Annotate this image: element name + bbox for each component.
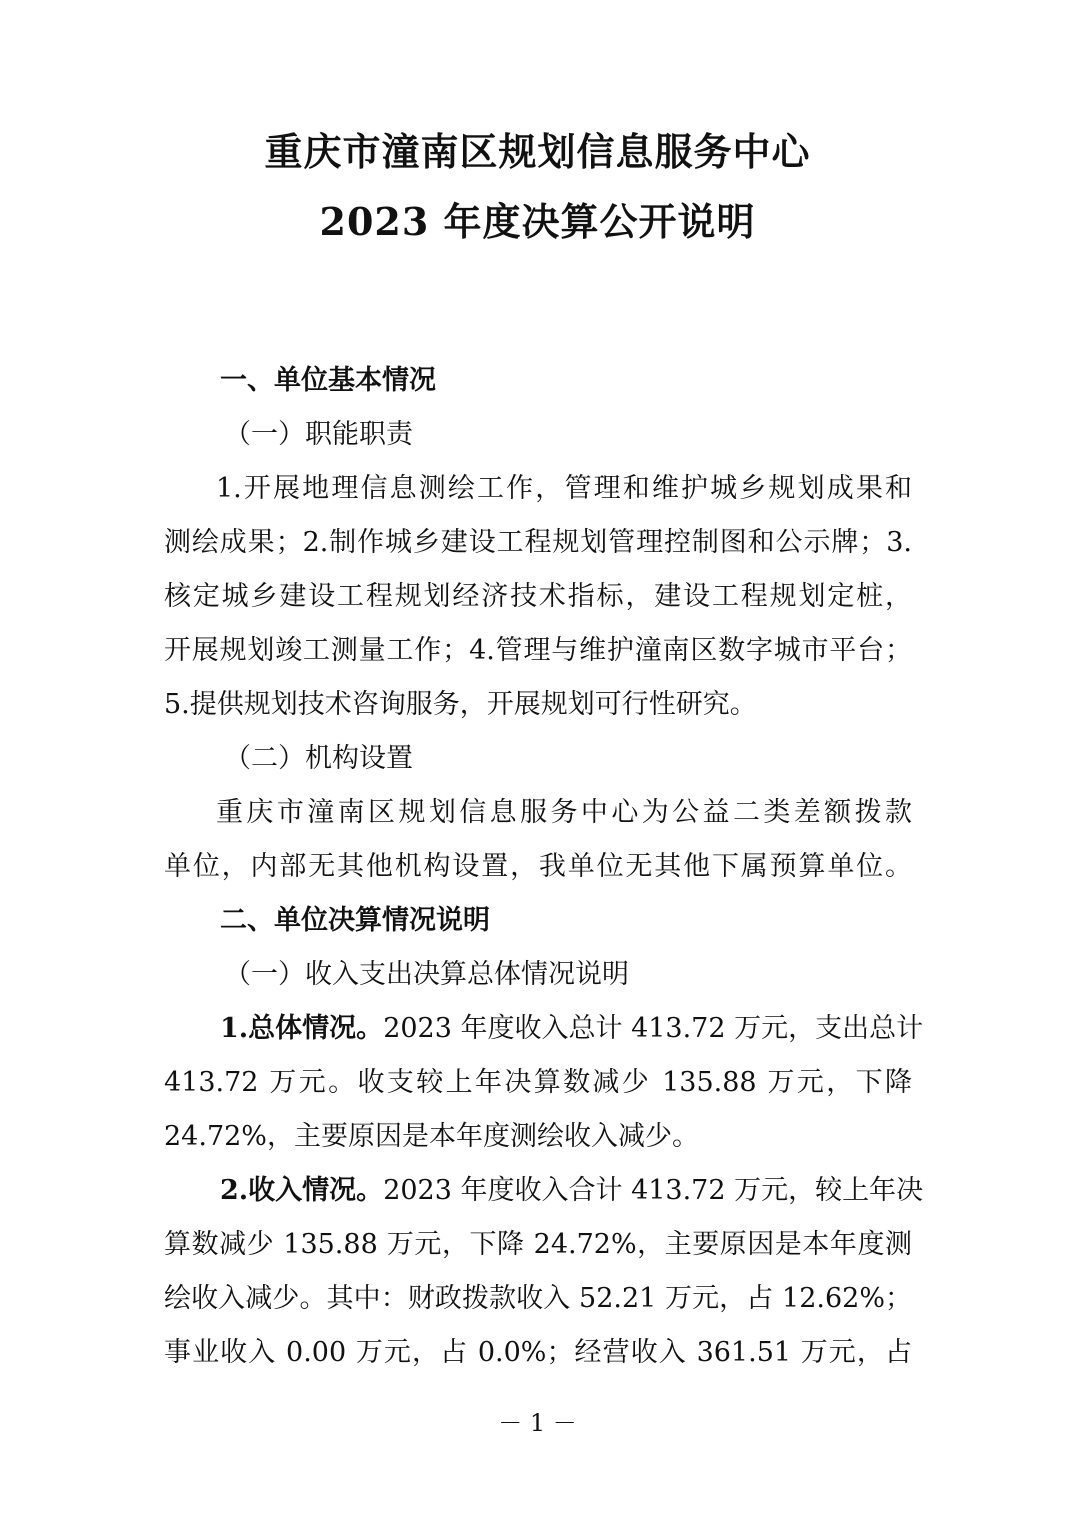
paragraph-line [164,1002,924,1056]
paragraph-line: 单位，内部无其他机构设置，我单位无其他下属预算单位。 [164,851,912,882]
page-number: － 1 － [498,1409,577,1437]
section1-sub1-heading: （一）职能职责 [224,419,413,450]
document-title-line1: 重庆市潼南区规划信息服务中心 [264,129,811,174]
paragraph-line: 413.72 万元。收支较上年决算数减少 135.88 万元，下降 [164,1067,912,1098]
paragraph-text: 2023 年度收入合计 413.72 万元，较上年决 [383,1175,924,1206]
paragraph-line: 24.72%，主要原因是本年度测绘收入减少。 [164,1121,699,1152]
paragraph-line: 5.提供规划技术咨询服务，开展规划可行性研究。 [164,689,757,720]
document-title-line2: 2023 年度决算公开说明 [319,199,756,244]
paragraph-lead: 2.收入情况。 [220,1175,384,1206]
paragraph-line: 算数减少 135.88 万元，下降 24.72%，主要原因是本年度测 [164,1229,912,1260]
paragraph-line: 重庆市潼南区规划信息服务中心为公益二类差额拨款 [216,797,912,828]
section2-sub1-heading: （一）收入支出决算总体情况说明 [224,959,629,990]
section1-heading: 一、单位基本情况 [220,365,436,396]
paragraph-line: 事业收入 0.00 万元，占 0.0%；经营收入 361.51 万元，占 [164,1337,912,1368]
paragraph-text: 2023 年度收入总计 413.72 万元，支出总计 [383,1013,924,1044]
document-body [164,354,924,1380]
section2-heading: 二、单位决算情况说明 [220,905,490,936]
paragraph-line: 开展规划竣工测量工作；4.管理与维护潼南区数字城市平台； [164,635,912,666]
paragraph-line: 测绘成果；2.制作城乡建设工程规划管理控制图和公示牌；3. [164,527,912,558]
paragraph-lead: 1.总体情况。 [220,1013,384,1044]
section1-sub2-heading: （二）机构设置 [224,743,413,774]
paragraph-line: 核定城乡建设工程规划经济技术指标，建设工程规划定桩， [164,581,912,612]
paragraph-line: 1.开展地理信息测绘工作，管理和维护城乡规划成果和 [216,473,912,504]
paragraph-line: 绘收入减少。其中：财政拨款收入 52.21 万元，占 12.62%； [164,1283,912,1314]
paragraph-line [164,1164,924,1218]
